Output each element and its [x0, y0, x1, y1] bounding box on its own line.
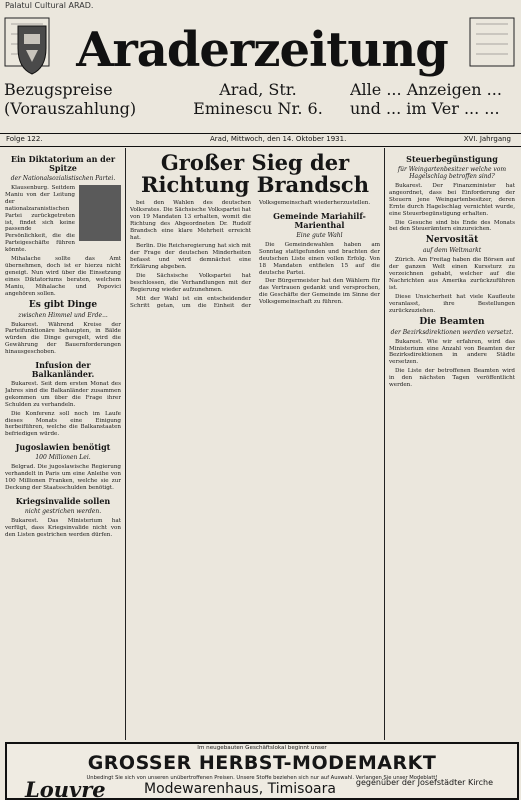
ad-intro: Im neugebauten Geschäftslokal beginnt unser: [197, 745, 327, 751]
column-center: [130, 150, 380, 740]
ads-notice: Alle ... Anzeigen ... und ... im Ver ... ...: [350, 80, 502, 118]
advertisement: [5, 742, 519, 800]
article-subheading: auf dem Weltmarkt: [422, 247, 482, 255]
article-heading: Infusion der Balkanländer.: [31, 360, 95, 380]
article-subheading: der Nationalsozialistischen Partei.: [10, 175, 116, 182]
article-heading: Ein Diktatorium an der Spitze: [10, 154, 116, 173]
lead-headline: Großer Sieg der Richtung Brandsch: [141, 150, 369, 197]
store-logo: Louvre: [25, 777, 106, 800]
article-text: Bukarest. Der Finanzminister hat angeordnet, dass bei Einforderung der Steuern jene Weingartenbesitzer, deren Ernte durch Hagelschlag vernichtet wurde, eine Steuerbegünstigung erhalten.: [389, 183, 515, 217]
article-heading: Gemeinde Mariahilf-Marienthal: [273, 210, 366, 230]
store-location: gegenüber der Josefstädter Kirche: [355, 778, 493, 787]
column-left: [5, 150, 121, 740]
article-heading: Kriegsinvalide sollen: [15, 495, 111, 506]
article-subheading: der Bezirksdirektionen werden versetzt.: [390, 328, 514, 336]
article-text: Der Bürgermeister hat den Wählern für das Vertrauen gedankt und versprochen, die Geschäfte der Gemeinde im Sinne der Volksgemeinschaft zu führen.: [259, 278, 380, 306]
article-subheading: zwischen Himmel und Erde...: [18, 311, 108, 319]
issue-number: Folge 122.: [6, 135, 43, 143]
article-text: Klausenburg. Seitdem Maniu von der Leitung der nationalzaranistischen Partei zurückgetreten ist, findet sich keine passende Persönlichkeit, die die Parteigeschäfte führen könnte.: [5, 185, 75, 254]
article-text: Die Konferenz soll noch im Laufe dieses Monats eine Einigung herbeiführen, welche die Balkanstaaten befriedigen würde.: [5, 410, 121, 438]
column-rule: [384, 148, 385, 740]
column-rule: [125, 148, 126, 740]
article-text: Diese Unsicherheit hat viele Kaufleute veranlasst, ihre Bestellungen zurückzuziehen.: [389, 293, 515, 314]
article-subheading: für Weingartenbesitzer welche vom Hagelschlag betroffen sind?: [397, 166, 507, 180]
article-heading: Jugoslawien benötigt: [15, 442, 111, 453]
article-text: Bukarest. Seit dem ersten Monat des Jahres sind die Balkanländer zusammen gekommen um über die Frage ihrer Schulden zu verhandeln.: [5, 381, 121, 408]
ad-headline: GROSSER HERBST-MODEMARKT: [87, 752, 437, 774]
library-stamp: Palatul Cultural ARAD.: [5, 1, 94, 10]
article-subheading: nicht gestrichen werden.: [24, 507, 102, 515]
article-heading: Es gibt Dinge: [28, 299, 98, 310]
article-text: Die Sächsische Volkspartei hat beschlossen, die Verhandlungen mit der Regierung wieder aufzunehmen.: [130, 273, 251, 293]
article-heading: Steuerbegünstigung: [406, 154, 498, 164]
article-text: Die Liste der betroffenen Beamten wird in den nächsten Tagen veröffentlicht werden.: [389, 368, 515, 389]
store-name: Modewarenhaus, Timisoara: [144, 781, 336, 797]
article-text: Die Gemeindewahlen haben am Sonntag stattgefunden und brachten der deutschen Liste einen vollen Erfolg. Von 18 Mandaten entfielen 15 auf die deutsche Partei.: [259, 241, 380, 276]
issue-date: Arad, Mittwoch, den 14. Oktober 1931.: [210, 135, 347, 143]
lead-article-body: [130, 200, 380, 310]
article-text: Mihalache sollte das Amt übernehmen, doch ist er hierzu nicht geneigt. Nun wird über die Einsetzung eines Diktatoriums beraten, welchem Maniu, Mihalache und Popovici angehören sollen.: [5, 256, 121, 297]
article-text: Die Gesuche sind bis Ende des Monats bei den Steuerämtern einzureichen.: [389, 219, 515, 233]
coat-of-arms-logo: [8, 20, 56, 78]
ad-tagline: Unbedingt Sie sich von unseren unübertroffenen Preisen. Unsere Stoffe beziehen sich nur auf Auswahl. Verlangen Sie unser Modeblatt!: [86, 775, 438, 781]
article-text: Bukarest. Wie wir erfahren, wird das Ministerium eine Anzahl von Beamten der Bezirksdirektionen in andere Städte versetzen.: [389, 338, 515, 366]
article-text: bei den Wahlen des deutschen Volksrates. Die Sächsische Volkspartei hat von 19 Mandaten 13 erhalten, womit die Richtung des Abgeordneten Dr. Rudolf Brandsch eine klare Mehrheit erreicht hat.: [130, 200, 251, 241]
column-right: [389, 150, 515, 740]
article-text: Bukarest. Während Kreise der Parteifunktionäre behaupten, in Bälde würden die Dinge geregelt, wird die Gewährung der Bauernforderungen hinausgeschoben.: [5, 321, 121, 356]
article-text: Mit der Wahl ist ein entscheidender Schritt getan, um die Einheit der Volksgemeinschaft wiederherzustellen.: [130, 200, 371, 309]
portrait-image: [79, 185, 121, 241]
article-text: Belgrad. Die jugoslawische Regierung verhandelt in Paris um eine Anleihe von 100 Millionen Franken, welche sie zur Deckung der Staatsschulden benötigt.: [5, 464, 121, 491]
svg-text:Araderzeitung: Araderzeitung: [76, 22, 448, 78]
decorative-frame-right: [468, 14, 518, 72]
article-text: Bukarest. Das Ministerium hat verfügt, dass Kriegsinvalide nicht von den Listen gestrichen werden dürfen.: [5, 517, 121, 538]
folio-line: [0, 133, 521, 147]
article-text: Zürich. Am Freitag haben die Börsen auf der ganzen Welt einen Kurssturz zu verzeichnen gehabt, welcher auf die Nachrichten aus Amerika zurückzuführen ist.: [389, 257, 515, 291]
article-heading: Die Beamten: [419, 316, 485, 327]
address-notice: Arad, Str. Eminescu Nr. 6.: [193, 80, 323, 118]
masthead: [0, 14, 521, 130]
newspaper-title: [60, 20, 465, 78]
article-subheading: 100 Millionen Lei.: [35, 454, 91, 462]
subscription-notice: Bezugspreise (Vorauszahlung): [4, 80, 137, 118]
article-subheading: Eine gute Wahl: [296, 231, 343, 239]
article-text: Berlin. Die Reichsregierung hat sich mit der Frage der deutschen Minderheiten befasst und wird demnächst eine Erklärung abgeben.: [130, 243, 251, 271]
volume-year: XVI. Jahrgang: [463, 135, 511, 143]
article-heading: Nervosität: [425, 235, 479, 246]
